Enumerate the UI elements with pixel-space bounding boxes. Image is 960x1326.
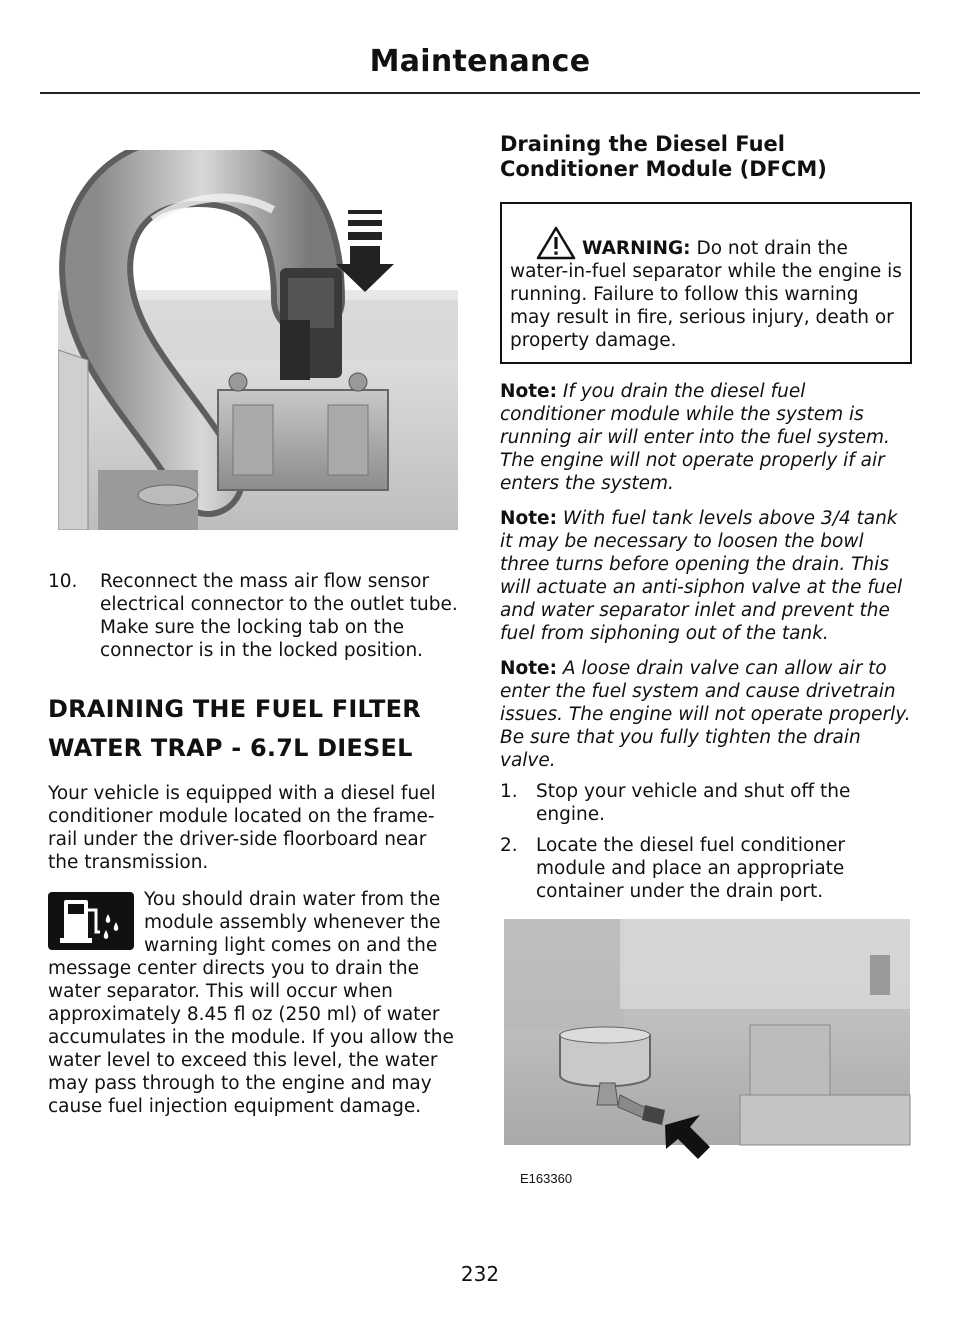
step-10 — [48, 570, 460, 662]
note-2 — [500, 507, 912, 645]
drain-paragraph-block — [48, 888, 460, 1118]
left-column — [48, 150, 460, 1118]
note-text: With fuel tank levels above 3/4 tank it may be necessary to loosen the bowl three turns before opening the drain. This will actuate an anti-siphon valve at the fuel and water separator inlet and prevent the fuel from siphoning out of the tank. — [500, 508, 903, 644]
warning-text: Do not drain the water-in-fuel separator while the engine is running. Failure to follow this warning may result in fire, serious injury, death or property damage. — [510, 238, 902, 351]
step-text: Reconnect the mass air flow sensor electrical connector to the outlet tube. Make sure the locking tab on the connector is in the locked position. — [100, 571, 458, 661]
drain-paragraph: You should drain water from the module assembly whenever the warning light comes on and the message center directs you to drain the water separator. This will occur when approximately 8.45 fl oz (250 ml) of water accumulates in the module. If you allow the water level to exceed this level, the water may pass through to the engine and may cause fuel injection equipment damage. — [48, 889, 454, 1117]
section-heading-line-1: DRAINING THE FUEL FILTER — [48, 695, 421, 723]
step-number: 2. — [500, 835, 518, 856]
subsection-heading-line-1: Draining the Diesel Fuel — [500, 132, 785, 156]
page-header-title: Maintenance — [369, 44, 591, 79]
fuel-conditioner-drain-illustration — [500, 915, 912, 1195]
page-number: 232 — [460, 1262, 500, 1286]
step-2 — [500, 834, 912, 903]
step-text: Locate the diesel fuel conditioner module and place an appropriate container under the drain port. — [536, 835, 846, 902]
header-divider — [40, 92, 920, 94]
step-number: 10. — [48, 571, 78, 592]
water-in-fuel-icon — [48, 892, 134, 950]
subsection-heading-line-2: Conditioner Module (DFCM) — [500, 157, 827, 181]
note-label: Note: — [500, 381, 557, 402]
mass-air-flow-sensor-illustration — [58, 150, 458, 530]
note-text: A loose drain valve can allow air to enter the fuel system and cause drivetrain issues. The engine will not operate properly. Be sure that you fully tighten the drain valve. — [500, 658, 911, 771]
warning-box — [500, 202, 912, 364]
warning-label: WARNING: — [582, 238, 691, 259]
step-1 — [500, 780, 912, 826]
note-label: Note: — [500, 658, 557, 679]
note-text: If you drain the diesel fuel conditioner module while the system is running air will enter into the fuel system. The engine will not operate properly if air enters the system. — [500, 381, 890, 494]
figure-code: E163360 — [520, 1171, 573, 1186]
note-1 — [500, 380, 912, 495]
note-label: Note: — [500, 508, 557, 529]
step-text: Stop your vehicle and shut off the engine. — [536, 781, 851, 825]
intro-paragraph: Your vehicle is equipped with a diesel fuel conditioner module located on the frame-rail under the driver-side floorboard near the transmission. — [48, 783, 436, 873]
note-3 — [500, 657, 912, 772]
warning-triangle-icon — [536, 226, 576, 260]
right-column — [500, 132, 912, 1195]
step-number: 1. — [500, 781, 518, 802]
section-heading-line-2: WATER TRAP - 6.7L DIESEL — [48, 734, 413, 762]
